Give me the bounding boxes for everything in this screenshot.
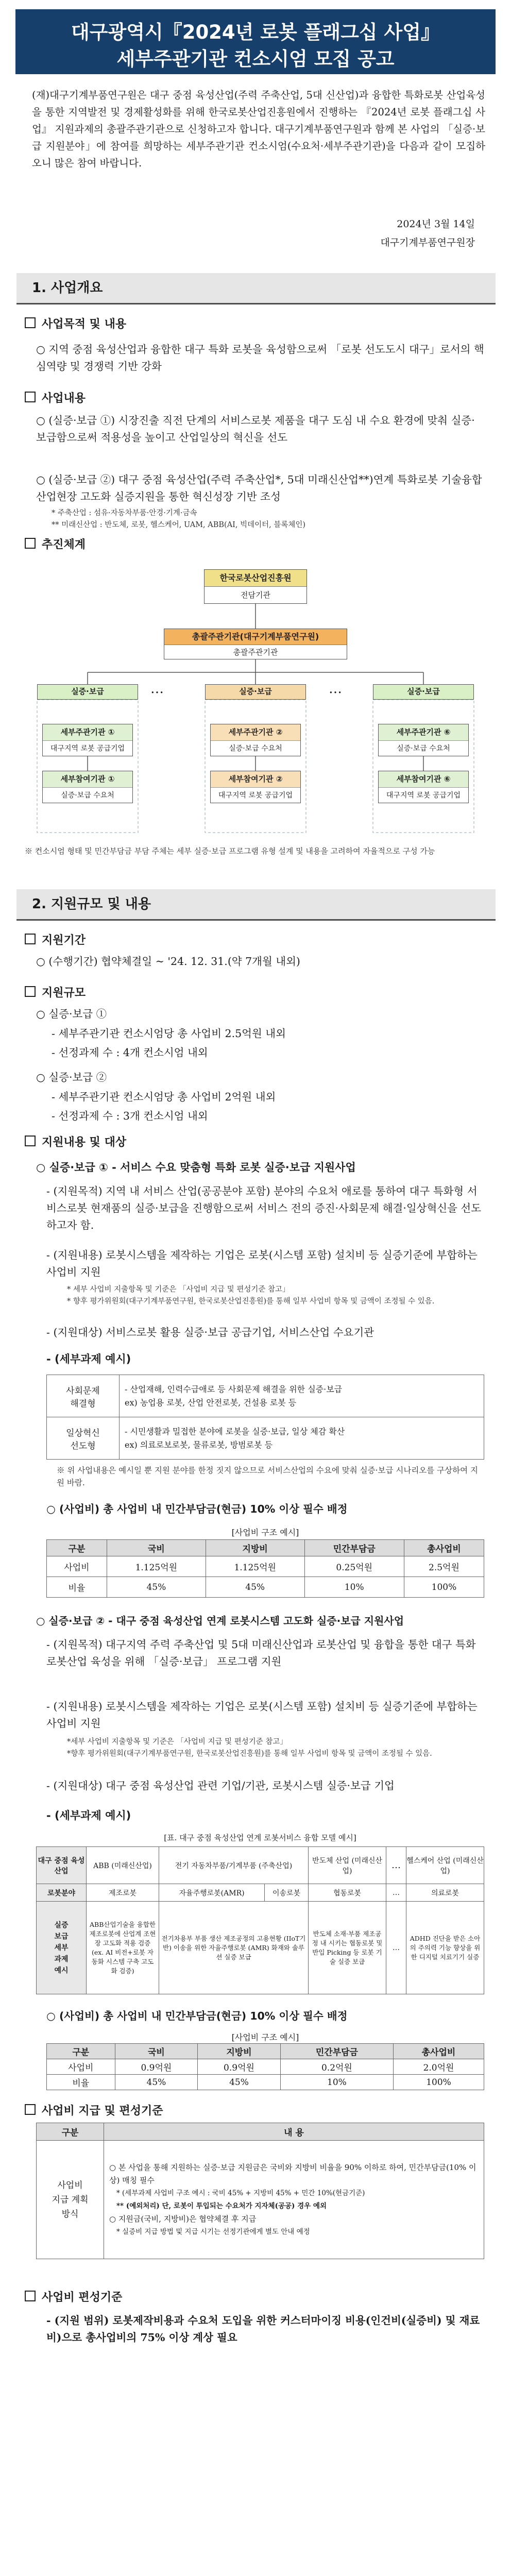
- org-connector-lines: [0, 0, 511, 953]
- cost-cell: 0.9억원: [115, 2059, 198, 2075]
- plan-heading-text: 사업비 편성기준: [42, 2291, 123, 2304]
- system-note: ※ 컨소시엄 형태 및 민간부담금 부담 주체는 세부 실증·보급 프로그램 유형 설계 및 내용을 고려하여 자율적으로 구성 가능: [25, 846, 435, 856]
- t2-cost-row-2: [47, 2075, 484, 2090]
- t2-example-cell: 반도체 소재·부품 제조공정 내 시키는 협동로봇 및 반입 Picking 등 로봇 기술 실증 보급: [309, 1902, 386, 1994]
- t2-cost-header-row: [47, 2044, 484, 2059]
- cost-header-cell: 지방비: [206, 1540, 304, 1556]
- t2-note-2: *향후 평가위원회(대구기계부품연구원, 한국로봇산업진흥원)를 통해 일부 사업비 항목 및 금액이 조정될 수 있음.: [67, 1750, 432, 1758]
- scale-2-b: - 선정과제 수 : 3개 컨소시엄 내외: [52, 1110, 208, 1122]
- org-mid-name: 총괄주관기관(대구기계부품연구원): [164, 629, 347, 645]
- t2-model-row-robot: [37, 1884, 484, 1902]
- t2-cost-row-1: [47, 2059, 484, 2075]
- content-heading-text: 사업내용: [42, 392, 86, 405]
- section-2-title: 2. 지원규모 및 내용: [32, 896, 151, 912]
- cost-header-cell: 구분: [47, 1540, 107, 1556]
- org-top-role: 전담기관: [241, 590, 270, 600]
- org-par3-box: [378, 771, 469, 803]
- t1-example-label-2: 일상혁신 선도형: [47, 1417, 120, 1460]
- cost-header-cell: 지방비: [198, 2044, 281, 2059]
- t1-example-row-2: [47, 1417, 484, 1460]
- cost-header-cell: 민간부담금: [280, 2044, 393, 2059]
- org-top-box: [204, 569, 307, 604]
- t2-content: - (지원내용) 로봇시스템을 제작하는 기업은 로봇(시스템 포함) 설치비 등 실증기준에 부합하는 사업비 지원: [46, 1700, 478, 1730]
- scale-2-a: - 세부주관기관 컨소시엄당 총 사업비 2억원 내외: [52, 1091, 276, 1103]
- t2-table2-caption: [사업비 구조 예시]: [231, 2032, 299, 2042]
- org-sub3-title: 세부주관기관 ⑥: [379, 724, 468, 741]
- scale-heading-text: 지원규모: [42, 987, 86, 999]
- org-sub2-desc: 실증·보급 수요처: [229, 744, 282, 753]
- intro-paragraph: (재)대구기계부품연구원은 대구 중점 육성산업(주력 주축산업, 5대 신산업)과 융합한 특화로봇 산업육성을 통한 지역발전 및 경제활성화를 위해 한국로봇산업진흥원에서 진행하는 『2024년 로봇 플래그십 사업』 지원과제의 총괄주관기관으로 신청하고자 합니다. 대구기계부품연구원과 함께 본 사업의 「실증·보급 지원분야」에 참여를 희망하는 세부주관기관 컨소시엄(수요처·세부주관기관)을 다음과 같이 모집하오니 많은 참여 바랍니다.: [32, 89, 485, 169]
- cost-cell: 45%: [115, 2075, 198, 2090]
- t1-cost-title: ○ (사업비) 총 사업비 내 민간부담금(현금) 10% 이상 필수 배정: [46, 1503, 348, 1515]
- section-1-title: 1. 사업개요: [32, 280, 103, 296]
- t2-dots-cell: …: [386, 1884, 406, 1902]
- org-top-name: 한국로봇산업진흥원: [205, 570, 306, 587]
- rule-line-1: ○ 본 사업을 통해 지원하는 실증·보급 지원금은 국비와 지방비 비율을 90% 이하로 하여, 민간부담금(10% 이상) 매칭 필수: [109, 2162, 476, 2185]
- cost-cell: 사업비: [47, 1556, 107, 1577]
- rule-line-4: ○ 지원금(국비, 지방비)은 협약체결 후 지급: [109, 2214, 257, 2224]
- rule-label-cell: 사업비 지급 계획 방식: [37, 2141, 104, 2259]
- cost-cell: 0.9억원: [198, 2059, 281, 2075]
- t1-note-2: * 향후 평가위원회(대구기계부품연구원, 한국로봇산업진흥원)를 통해 일부 사업비 항목 및 금액이 조정될 수 있음.: [67, 1297, 435, 1306]
- t2-title: ○ 실증·보급 ② - 대구 중점 육성산업 연계 로봇시스템 고도화 실증·보급 지원사업: [36, 1615, 404, 1627]
- org-mid-box: [164, 629, 347, 659]
- cost-cell: 비율: [47, 1577, 107, 1598]
- rule-content-cell: [104, 2141, 484, 2259]
- period-text: ○ (수행기간) 협약체결일 ~ '24. 12. 31.(약 7개월 내외): [36, 955, 300, 968]
- t2-model-table: [36, 1846, 484, 1994]
- t2-dots-cell: …: [386, 1902, 406, 1994]
- plan-heading: [25, 2289, 122, 2304]
- rule-header-cell: 구분: [37, 2123, 104, 2141]
- t2-robot-cell: 협동로봇: [309, 1884, 386, 1902]
- cost-cell: 45%: [107, 1577, 206, 1598]
- t2-model-row-example: [37, 1902, 484, 1994]
- t2-industry-cell: 헬스케어 산업 (미래신산업): [406, 1847, 484, 1884]
- plan-text: - (지원 범위) 로봇제작비용과 수요처 도입을 위한 커스터마이징 비용(인건비(실증비) 및 재료비)으로 총사업비의 75% 이상 계상 필요: [46, 2314, 480, 2344]
- agency-name: 대구기계부품연구원장: [380, 237, 475, 248]
- cost-cell: 100%: [394, 2075, 484, 2090]
- org-sub1-title: 세부주관기관 ①: [43, 724, 132, 741]
- org-sub1-box: [42, 724, 133, 756]
- org-dots-2: …: [329, 681, 342, 697]
- purpose-heading-text: 사업목적 및 내용: [42, 318, 127, 331]
- t2-robot-cell: 의료로봇: [406, 1884, 484, 1902]
- system-heading-text: 추진체계: [42, 538, 86, 551]
- t1-cost-header-row: [47, 1540, 484, 1556]
- cost-cell: 45%: [206, 1577, 304, 1598]
- t1-example-note: ※ 위 사업내용은 예시일 뿐 지원 분야를 한정 짓지 않으므로 서비스산업의 수요에 맞춰 실증·보급 시나리오를 구상하여 지원 바람.: [57, 1466, 478, 1487]
- org-par2-title: 세부참여기관 ②: [211, 771, 300, 788]
- cost-header-cell: 국비: [115, 2044, 198, 2059]
- t1-target: - (지원대상) 서비스로봇 활용 실증·보급 공급기업, 서비스산업 수요기관: [46, 1326, 374, 1338]
- org-par2-desc: 대구지역 로봇 공급기업: [218, 791, 293, 800]
- cost-header-cell: 국비: [107, 1540, 206, 1556]
- t2-target: - (지원대상) 대구 중점 육성산업 관련 기업/기관, 로봇시스템 실증·보급 기업: [46, 1780, 395, 1792]
- org-par1-box: [42, 771, 133, 803]
- org-col3-label: 실증·보급: [373, 684, 474, 700]
- scale-2-title: ○ 실증·보급 ②: [36, 1071, 107, 1083]
- title-line-2: 세부주관기관 컨소시엄 모집 공고: [116, 48, 395, 70]
- scale-1-title: ○ 실증·보급 ①: [36, 1008, 107, 1020]
- t2-example-cell: ADHD 진단을 받은 소아의 주의력 기능 향상을 위한 디지털 치료기기 실증: [406, 1902, 484, 1994]
- t1-note-1: * 세부 사업비 지출항목 및 기준은 「사업비 지급 및 편성기준 참고」: [67, 1285, 290, 1294]
- t2-example-cell: 전기차용부 부품 생산 제조공정의 고용현황 (IIoT기반) 이송을 위한 자율주행로봇 (AMR) 화재와 솔루션 실증 보급: [159, 1902, 309, 1994]
- scale-1-b: - 선정과제 수 : 4개 컨소시엄 내외: [52, 1046, 208, 1059]
- scale-1-a: - 세부주관기관 컨소시엄당 총 사업비 2.5억원 내외: [52, 1027, 286, 1040]
- cost-cell: 45%: [198, 2075, 281, 2090]
- content-item-1: ○ (실증·보급 ①) 시장진출 직전 단계의 서비스로봇 제품을 대구 도심 내 수요 환경에 맞춰 실증·보급함으로써 적용성을 높이고 산업일상의 혁신을 선도: [36, 414, 475, 444]
- t1-example-table: [46, 1375, 484, 1460]
- org-col1-label: 실증·보급: [37, 684, 138, 700]
- t2-cost-table: [46, 2043, 484, 2090]
- t1-cost-table: [46, 1539, 484, 1598]
- scale-heading: [25, 984, 86, 1000]
- square-bullet-icon: [25, 986, 36, 997]
- announcement-date: 2024년 3월 14일: [397, 218, 475, 230]
- org-par1-desc: 실증·보급 수요처: [61, 791, 114, 800]
- t1-purpose: - (지원목적) 지역 내 서비스 산업(공공분야 포함) 분야의 수요처 애로를 통하여 대구 특화형 서비스로봇 현재품의 실증·보급을 진행함으로써 서비스 전의 증진·사회문제 해결·일상혁신을 선도하고자 함.: [46, 1185, 481, 1231]
- square-bullet-icon: [25, 1136, 36, 1146]
- rule-line-5: * 실증비 지급 방법 및 지급 시기는 선정기관에게 별도 안내 예정: [116, 2227, 310, 2236]
- cost-header-cell: 구분: [47, 2044, 115, 2059]
- t2-cost-title: ○ (사업비) 총 사업비 내 민간부담금(현금) 10% 이상 필수 배정: [46, 2010, 348, 2022]
- cost-cell: 10%: [304, 1577, 404, 1598]
- section-2-header: [16, 889, 496, 921]
- org-par3-desc: 대구지역 로봇 공급기업: [386, 791, 461, 800]
- org-dots-1: …: [150, 681, 164, 697]
- t1-example-row-1: [47, 1375, 484, 1417]
- content-item-2: ○ (실증·보급 ②) 대구 중점 육성산업(주력 주축산업*, 5대 미래신산업**)연계 특화로봇 기술융합 산업현장 고도화 실증지원을 통한 혁신성장 기반 조성: [36, 473, 482, 503]
- t1-example-label-1: 사회문제 해결형: [47, 1375, 120, 1417]
- t2-model-row-industry: [37, 1847, 484, 1884]
- t2-robot-cell: 제조로봇: [87, 1884, 159, 1902]
- t2-example-title: - (세부과제 예시): [46, 1809, 131, 1822]
- target-heading-text: 지원내용 및 대상: [42, 1136, 127, 1149]
- org-par2-box: [210, 771, 301, 803]
- t2-purpose: - (지원목적) 대구지역 주력 주축산업 및 5대 미래신산업과 로봇산업 및 융합을 통한 대구 특화 로봇산업 육성을 위해 「실증·보급」 프로그램 지원: [46, 1638, 476, 1668]
- t1-table-caption: [사업비 구조 예시]: [231, 1528, 299, 1537]
- period-heading-text: 지원기간: [42, 934, 86, 947]
- rule-heading: [25, 2102, 163, 2118]
- period-heading: [25, 931, 86, 947]
- t2-industry-cell: 전기 자동차부품/기계부품 (주축산업): [159, 1847, 309, 1884]
- square-bullet-icon: [25, 934, 36, 944]
- org-col2-label: 실증·보급: [205, 684, 306, 700]
- purpose-text: ○ 지역 중점 육성산업과 융합한 대구 특화 로봇을 육성함으로써 「로봇 선도도시 대구」로서의 핵심역량 및 경쟁력 기반 강화: [36, 343, 484, 372]
- cost-header-cell: 총사업비: [404, 1540, 484, 1556]
- cost-header-cell: 민간부담금: [304, 1540, 404, 1556]
- t1-cost-row-1: [47, 1556, 484, 1577]
- org-par1-title: 세부참여기관 ①: [43, 771, 132, 788]
- cost-cell: 10%: [280, 2075, 393, 2090]
- square-bullet-icon: [25, 2291, 36, 2301]
- t2-row-header-industry: 대구 중점 육성산업: [37, 1847, 87, 1884]
- org-mid-role: 총괄주관기관: [233, 648, 278, 657]
- org-sub2-box: [210, 724, 301, 756]
- title-line-1: 대구광역시『2024년 로봇 플래그십 사업』: [71, 21, 440, 43]
- cost-cell: 사업비: [47, 2059, 115, 2075]
- t1-cost-row-2: [47, 1577, 484, 1598]
- t1-example-text-2: - 시민생활과 밀접한 분야에 로봇을 실증·보급, 일상 체감 확산 ex) 의료로보로봇, 물류로봇, 방범로봇 등: [120, 1417, 484, 1460]
- content-note-1: * 주축산업 : 섬유·자동차부품·안경·기계·금속: [52, 509, 197, 517]
- org-sub2-title: 세부주관기관 ②: [211, 724, 300, 741]
- rule-table-header: [37, 2123, 484, 2141]
- cost-cell: 2.0억원: [394, 2059, 484, 2075]
- cost-cell: 1.125억원: [206, 1556, 304, 1577]
- rule-table: [36, 2123, 484, 2259]
- cost-cell: 1.125억원: [107, 1556, 206, 1577]
- org-sub1-desc: 대구지역 로봇 공급기업: [50, 744, 125, 753]
- cost-header-cell: 총사업비: [394, 2044, 484, 2059]
- org-sub3-box: [378, 724, 469, 756]
- rule-heading-text: 사업비 지급 및 편성기준: [42, 2105, 163, 2117]
- t2-note-1: *세부 사업비 지출항목 및 기준은 「사업비 지급 및 편성기준 참고」: [67, 1738, 287, 1746]
- cost-cell: 100%: [404, 1577, 484, 1598]
- t1-title: ○ 실증·보급 ① - 서비스 수요 맞춤형 특화 로봇 실증·보급 지원사업: [36, 1161, 356, 1174]
- rule-header-cell: 내 용: [104, 2123, 484, 2141]
- t2-industry-cell: 반도체 산업 (미래신산업): [309, 1847, 386, 1884]
- t2-dots-cell: …: [386, 1847, 406, 1884]
- org-sub3-desc: 실증·보급 수요처: [397, 744, 450, 753]
- t2-industry-cell: ABB (미래신산업): [87, 1847, 159, 1884]
- square-bullet-icon: [25, 2104, 36, 2115]
- rule-table-row: [37, 2141, 484, 2259]
- target-heading: [25, 1133, 126, 1149]
- t2-robot-cell: 이송로봇: [265, 1884, 309, 1902]
- cost-cell: 2.5억원: [404, 1556, 484, 1577]
- t2-row-header-example: 실증 보급 세부 과제 예시: [37, 1902, 87, 1994]
- t1-example-title: - (세부과제 예시): [46, 1353, 131, 1365]
- cost-cell: 비율: [47, 2075, 115, 2090]
- t2-row-header-robot: 로봇분야: [37, 1884, 87, 1902]
- t2-table-caption: [표. 대구 중점 육성산업 연계 로봇서비스 융합 모델 예시]: [164, 1833, 356, 1842]
- cost-cell: 0.25억원: [304, 1556, 404, 1577]
- t1-content: - (지원내용) 로봇시스템을 제작하는 기업은 로봇(시스템 포함) 설치비 등 실증기준에 부합하는 사업비 지원: [46, 1249, 478, 1278]
- t2-example-cell: ABB산업기술을 융합한 제조로봇에 산업계 조현장 고도화 적용 검증 (ex. AI 비전+로봇 자동화 시스템 구축 고도화 검증): [87, 1902, 159, 1994]
- cost-cell: 0.2억원: [280, 2059, 393, 2075]
- org-par3-title: 세부참여기관 ⑥: [379, 771, 468, 788]
- rule-line-2: * (세부과제 사업비 구조 예시 : 국비 45% + 지방비 45% + 민간 10%(현금기준): [116, 2189, 365, 2197]
- content-note-2: ** 미래신산업 : 반도체, 로봇, 헬스케어, UAM, ABB(AI, 빅데이터, 블록체인): [52, 521, 306, 529]
- t1-example-text-1: - 산업재해, 인력수급애로 등 사회문제 해결을 위한 실증·보급 ex) 농업용 로봇, 산업 안전로봇, 건설용 로봇 등: [120, 1375, 484, 1417]
- t2-robot-cell: 자율주행로봇(AMR): [159, 1884, 265, 1902]
- rule-line-3: ** (예외처리) 단, 로봇이 투입되는 수요처가 지자체(공공) 경우 예외: [116, 2201, 327, 2210]
